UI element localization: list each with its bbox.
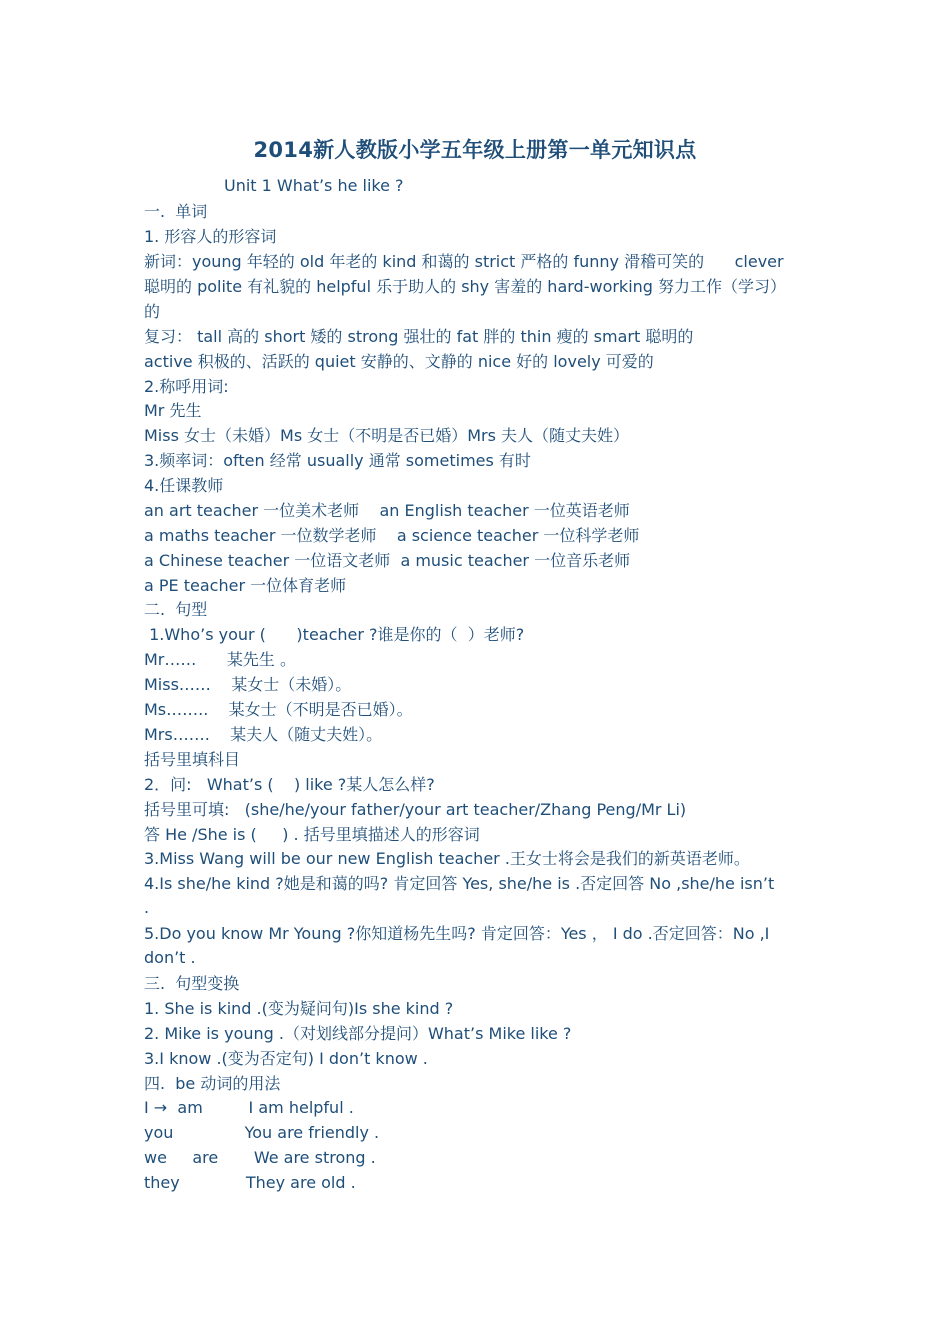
text-line: a PE teacher 一位体育老师: [144, 576, 347, 595]
text-line: 二. 句型: [144, 600, 208, 619]
text-line: .: [144, 898, 150, 917]
text-line: don’t .: [144, 948, 196, 967]
text-line: Miss…… 某女士（未婚）。: [144, 675, 352, 694]
text-line: active 积极的、活跃的 quiet 安静的、文静的 nice 好的 lovely 可爱的: [144, 352, 654, 371]
text-line: 4.任课教师: [144, 476, 224, 495]
document-title: 2014新人教版小学五年级上册第一单元知识点: [253, 138, 697, 162]
text-line: 聪明的 polite 有礼貌的 helpful 乐于助人的 shy 害羞的 hard-working 努力工作（学习）: [144, 277, 787, 296]
text-line: 3.I know .(变为否定句) I don’t know .: [144, 1049, 428, 1068]
text-line: 3.Miss Wang will be our new English teacher .王女士将会是我们的新英语老师。: [144, 849, 750, 868]
text-line: a Chinese teacher 一位语文老师 a music teacher 一位音乐老师: [144, 551, 631, 570]
text-line: 2．问: What’s ( ) like ?某人怎么样?: [144, 775, 435, 794]
text-line: 复习： tall 高的 short 矮的 strong 强壮的 fat 胖的 thin 瘦的 smart 聪明的: [144, 327, 694, 346]
text-line: Mrs……. 某夫人（随丈夫姓）。: [144, 725, 383, 744]
text-line: 括号里填科目: [144, 750, 241, 769]
text-line: 1. She is kind .(变为疑问句)Is she kind ?: [144, 999, 454, 1018]
text-line: Unit 1 What’s he like ?: [224, 176, 404, 195]
text-line: 一. 单词: [144, 202, 208, 221]
text-line: 1.Who’s your ( )teacher ?谁是你的（ ）老师?: [144, 625, 525, 644]
text-line: 新词：young 年轻的 old 年老的 kind 和蔼的 strict 严格的 funny 滑稽可笑的 clever: [144, 252, 784, 271]
text-line: they They are old .: [144, 1173, 356, 1192]
text-line: 的: [144, 302, 161, 321]
text-line: 1. 形容人的形容词: [144, 227, 277, 246]
text-line: you You are friendly .: [144, 1123, 380, 1142]
text-line: a maths teacher 一位数学老师 a science teacher 一位科学老师: [144, 526, 640, 545]
text-line: 2.称呼用词:: [144, 377, 229, 396]
text-line: I → am I am helpful .: [144, 1098, 354, 1117]
text-line: Ms…….. 某女士（不明是否已婚）。: [144, 700, 413, 719]
text-line: 2. Mike is young .（对划线部分提问）What’s Mike like ?: [144, 1024, 572, 1043]
text-line: 四. be 动词的用法: [144, 1074, 281, 1093]
text-line: 括号里可填: (she/he/your father/your art teacher/Zhang Peng/Mr Li): [144, 800, 687, 819]
text-line: 3.频率词：often 经常 usually 通常 sometimes 有时: [144, 451, 531, 470]
text-line: we are We are strong .: [144, 1148, 376, 1167]
text-line: 三. 句型变换: [144, 974, 240, 993]
text-line: Mr…… 某先生 。: [144, 650, 296, 669]
text-line: 4.Is she/he kind ?她是和蔼的吗? 肯定回答 Yes, she/he is .否定回答 No ,she/he isn’t: [144, 874, 775, 893]
text-line: 5.Do you know Mr Young ?你知道杨先生吗? 肯定回答：Yes ， I do .否定回答：No ,I: [144, 924, 770, 943]
text-line: Mr 先生: [144, 401, 202, 420]
text-line: an art teacher 一位美术老师 an English teacher 一位英语老师: [144, 501, 630, 520]
text-line: 答 He /She is ( ) . 括号里填描述人的形容词: [144, 825, 480, 844]
text-line: Miss 女士（未婚）Ms 女士（不明是否已婚）Mrs 夫人（随丈夫姓）: [144, 426, 630, 445]
